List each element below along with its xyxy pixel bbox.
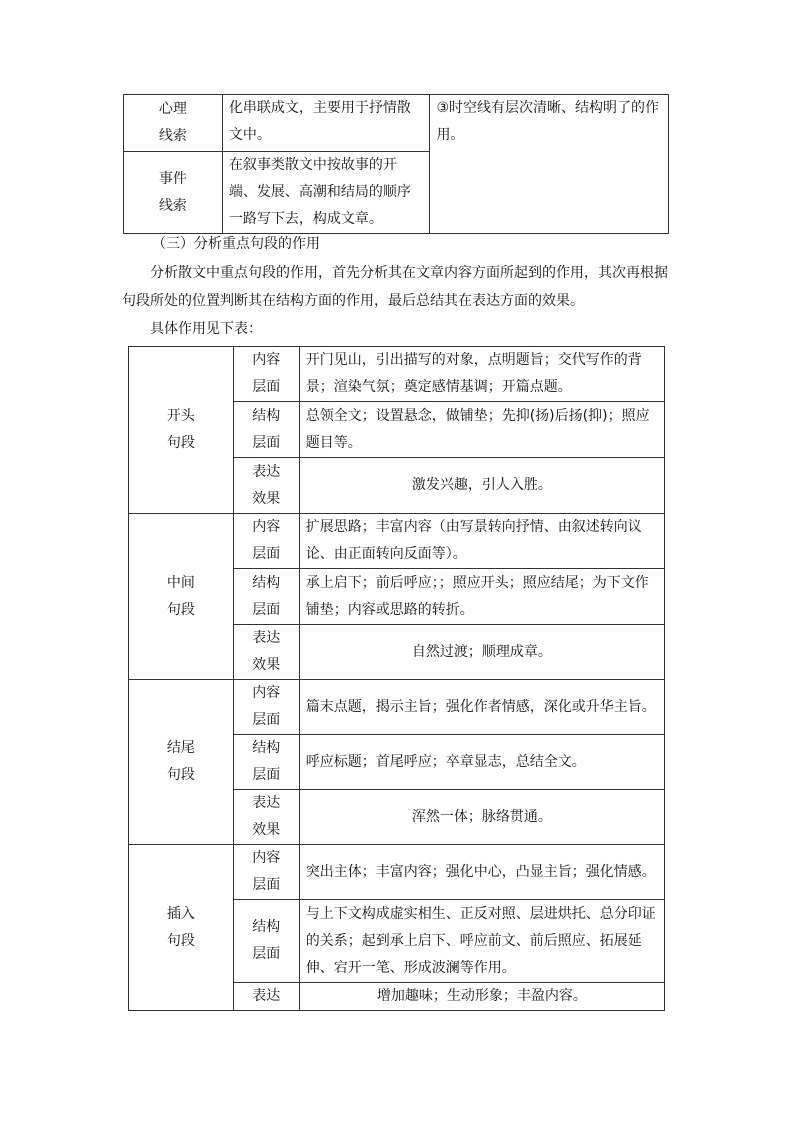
table-cell-desc: 化串联成文，主要用于抒情散文中。 [222, 95, 430, 152]
aspect-text: 突出主体；丰富内容；强化中心，凸显主旨；强化情感。 [299, 845, 664, 900]
aspect-text: 自然过渡；顺理成章。 [299, 625, 664, 680]
aspect-label: 内容 层面 [233, 845, 299, 900]
table-cell-note: ③时空线有层次清晰、结构明了的作用。 [430, 95, 669, 234]
aspect-text: 开门见山，引出描写的对象，点明题旨；交代写作的背景；渲染气氛；奠定感情基调；开篇点题。 [299, 347, 664, 402]
aspect-label: 结构 层面 [233, 900, 299, 983]
aspect-label: 结构 层面 [233, 569, 299, 625]
table-cell-label: 事件 线索 [124, 152, 223, 234]
aspect-text: 与上下文构成虚实相生、正反对照、层进烘托、总分印证的关系；起到承上启下、呼应前文、前后照应、拓展延伸、宕开一笔、形成波澜等作用。 [299, 900, 664, 983]
aspect-label: 表达 效果 [233, 625, 299, 680]
aspect-text: 激发兴趣，引人入胜。 [299, 458, 664, 514]
table-cell-desc: 在叙事类散文中按故事的开端、发展、高潮和结局的顺序一路写下去，构成文章。 [222, 152, 430, 234]
clue-table [123, 94, 669, 234]
paragraph: 具体作用见下表： [150, 321, 262, 337]
aspect-text: 增加趣味；生动形象；丰盈内容。 [299, 983, 664, 1011]
aspect-text: 篇末点题，揭示主旨；强化作者情感，深化或升华主旨。 [299, 680, 664, 735]
sentence-role-table [128, 346, 665, 1011]
aspect-text: 浑然一体；脉络贯通。 [299, 790, 664, 845]
group-label: 插入 句段 [129, 845, 234, 1011]
aspect-label: 内容 层面 [233, 680, 299, 735]
group-label: 结尾 句段 [129, 680, 234, 845]
group-label: 中间 句段 [129, 514, 234, 680]
section-heading: （三）分析重点句段的作用 [152, 236, 320, 252]
table-cell-label: 心理 线索 [124, 95, 223, 152]
aspect-text: 承上启下；前后呼应；；照应开头；照应结尾；为下文作铺垫；内容或思路的转折。 [299, 569, 664, 625]
aspect-text: 扩展思路；丰富内容（由写景转向抒情、由叙述转向议论、由正面转向反面等）。 [299, 514, 664, 569]
aspect-label: 表达 效果 [233, 458, 299, 514]
aspect-label: 表达 [233, 983, 299, 1011]
aspect-text: 总领全文；设置悬念，做铺垫；先抑(扬)后扬(抑)；照应题目等。 [299, 402, 664, 458]
aspect-label: 结构 层面 [233, 735, 299, 790]
aspect-label: 结构 层面 [233, 402, 299, 458]
group-label: 开头 句段 [129, 347, 234, 514]
paragraph: 分析散文中重点句段的作用，首先分析其在文章内容方面所起到的作用，其次再根据句段所处的位置判断其在结构方面的作用，最后总结其在表达方面的效果。 [122, 265, 668, 309]
aspect-text: 呼应标题；首尾呼应；卒章显志，总结全文。 [299, 735, 664, 790]
aspect-label: 内容 层面 [233, 514, 299, 569]
aspect-label: 表达 效果 [233, 790, 299, 845]
aspect-label: 内容 层面 [233, 347, 299, 402]
